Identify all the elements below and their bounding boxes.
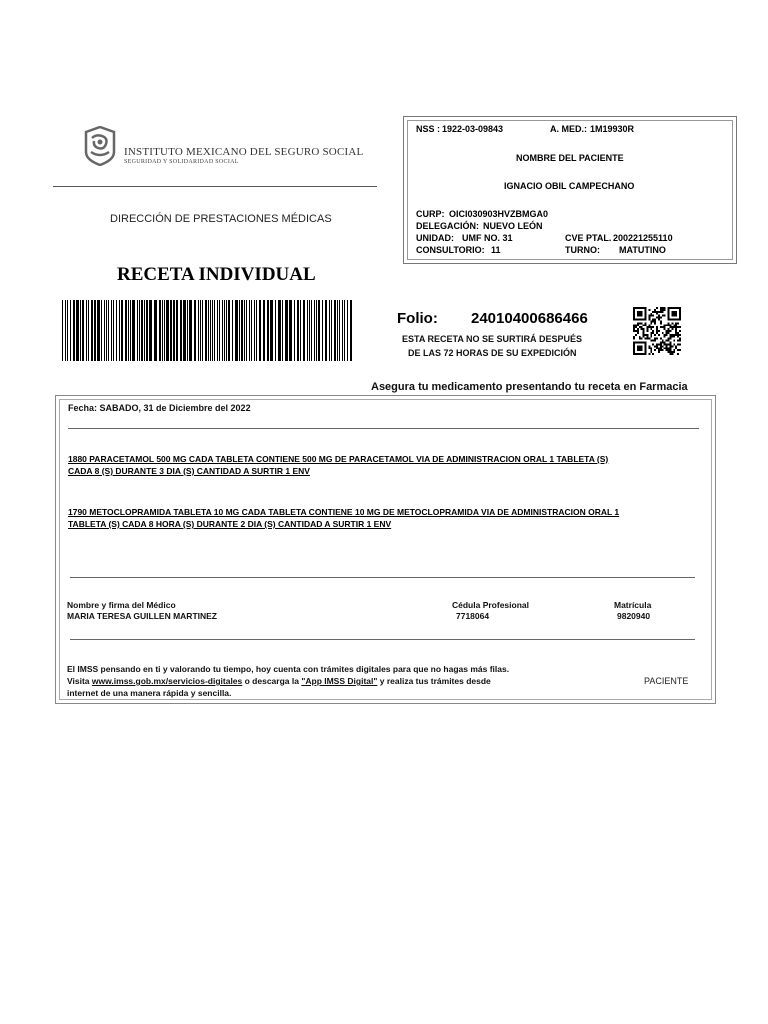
header-divider (53, 186, 377, 187)
digital-services-notice (67, 663, 509, 699)
consultorio-label: CONSULTORIO: (416, 245, 485, 255)
cedula-label: Cédula Profesional (452, 600, 529, 610)
promo-text: y realiza tus trámites desde (377, 676, 491, 686)
consultorio-value: 11 (491, 245, 501, 255)
promo-line1: El IMSS pensando en ti y valorando tu tiempo, hoy cuenta con trámites digitales para que no hagas más filas. (67, 664, 510, 674)
curp-value: OICI030903HVZBMGA0 (449, 209, 549, 219)
patient-name: IGNACIO OBIL CAMPECHANO (504, 181, 635, 191)
patient-name-label: NOMBRE DEL PACIENTE (516, 153, 624, 163)
nss-value: 1922-03-09843 (442, 124, 504, 134)
medication-1-line2: CADA 8 (S) DURANTE 3 DIA (S) CANTIDAD A SURTIR 1 ENV (68, 466, 310, 476)
signature-line (70, 577, 695, 578)
folio-number: 24010400686466 (471, 310, 588, 327)
cve-label: CVE PTAL. (565, 233, 612, 243)
curp-label: CURP: (416, 209, 445, 219)
pharmacy-notice: Asegura tu medicamento presentando tu receta en Farmacia (371, 381, 688, 393)
doctor-label: Nombre y firma del Médico (67, 600, 176, 610)
barcode (62, 300, 353, 361)
doctor-name: MARIA TERESA GUILLEN MARTINEZ (67, 611, 218, 621)
divider (70, 639, 695, 640)
prescription-date: Fecha: SABADO, 31 de Diciembre del 2022 (68, 403, 251, 413)
promo-text: Visita (67, 676, 92, 686)
document-title: RECETA INDIVIDUAL (117, 264, 316, 285)
promo-text: o descarga la (242, 676, 302, 686)
nss-label: NSS : (416, 124, 441, 134)
matricula-label: Matrícula (614, 600, 652, 610)
delegacion-label: DELEGACIÓN: (416, 221, 479, 231)
amed-label: A. MED.: (550, 124, 587, 134)
turno-label: TURNO: (565, 245, 600, 255)
expiration-warning-line2: DE LAS 72 HORAS DE SU EXPEDICIÓN (408, 348, 577, 358)
turno-value: MATUTINO (619, 245, 666, 255)
medication-1-line1: 1880 PARACETAMOL 500 MG CADA TABLETA CONTIENE 500 MG DE PARACETAMOL VIA DE ADMINISTRACION ORAL 1 TABLETA (S) (68, 454, 609, 464)
unidad-label: UNIDAD: (416, 233, 454, 243)
unidad-value: UMF NO. 31 (462, 233, 513, 243)
promo-line2 (67, 675, 509, 687)
medication-2-line2: TABLETA (S) CADA 8 HORA (S) DURANTE 2 DIA (S) CANTIDAD A SURTIR 1 ENV (68, 519, 392, 529)
expiration-warning-line1: ESTA RECETA NO SE SURTIRÁ DESPUÉS (402, 334, 583, 344)
cedula-value: 7718064 (456, 611, 490, 621)
cve-value: 200221255110 (613, 233, 673, 243)
prescription-box-inner (59, 399, 712, 700)
direccion-label: DIRECCIÓN DE PRESTACIONES MÉDICAS (110, 213, 332, 225)
institution-subtitle: SEGURIDAD Y SOLIDARIDAD SOCIAL (124, 159, 239, 165)
app-imss-digital-link[interactable]: "App IMSS Digital" (301, 676, 378, 686)
folio-label: Folio: (397, 310, 438, 327)
promo-line3: internet de una manera rápida y sencilla. (67, 688, 232, 698)
matricula-value: 9820940 (617, 611, 651, 621)
copy-label: PACIENTE (644, 676, 689, 686)
amed-value: 1M19930R (590, 124, 635, 134)
qr-code (633, 307, 681, 355)
delegacion-value: NUEVO LEÓN (483, 221, 543, 231)
divider (68, 428, 699, 429)
imss-digital-services-link[interactable]: www.imss.gob.mx/servicios-digitales (91, 676, 243, 686)
institution-name: INSTITUTO MEXICANO DEL SEGURO SOCIAL (124, 146, 364, 158)
medication-2-line1: 1790 METOCLOPRAMIDA TABLETA 10 MG CADA TABLETA CONTIENE 10 MG DE METOCLOPRAMIDA VIA DE ADMINISTRACION ORAL 1 (68, 507, 620, 517)
imss-logo (82, 126, 118, 166)
